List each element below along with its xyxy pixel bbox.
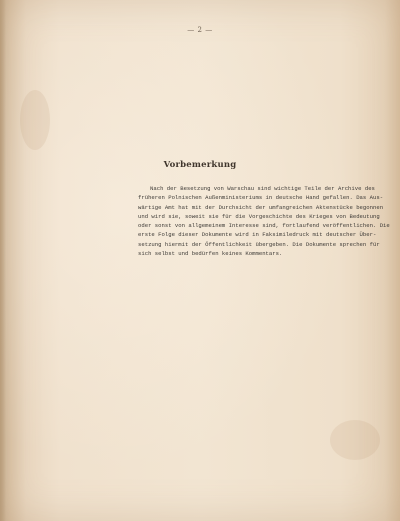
text-line: wärtige Amt hat mit der Durchsicht der umfangreichen Aktenstücke begonnen: [138, 203, 384, 211]
text-line: oder sonst von allgemeinem Interesse sind, fortlaufend veröffentlichen. Die: [138, 222, 390, 230]
text-line: sich selbst und bedürfen keines Kommentars.: [138, 250, 283, 258]
page-title: Vorbemerkung: [163, 160, 237, 170]
text-line: früheren Polnischen Außenministeriums in deutsche Hand gefallen. Das Aus-: [138, 194, 384, 202]
binding-edge: [0, 0, 6, 521]
text-line: erste Folge dieser Dokumente wird in Faksimiledruck mit deutscher Über-: [138, 231, 377, 239]
body-paragraph: [138, 184, 390, 258]
paper-stain: [330, 420, 380, 460]
text-line: und wird sie, soweit sie für die Vorgeschichte des Krieges von Bedeutung: [138, 212, 380, 220]
paper-stain: [20, 90, 50, 150]
text-line: Nach der Besetzung von Warschau sind wichtige Teile der Archive des: [150, 185, 375, 192]
text-line: setzung hiermit der Öffentlichkeit übergeben. Die Dokumente sprechen für: [138, 240, 380, 248]
page-number: — 2 —: [187, 26, 213, 34]
